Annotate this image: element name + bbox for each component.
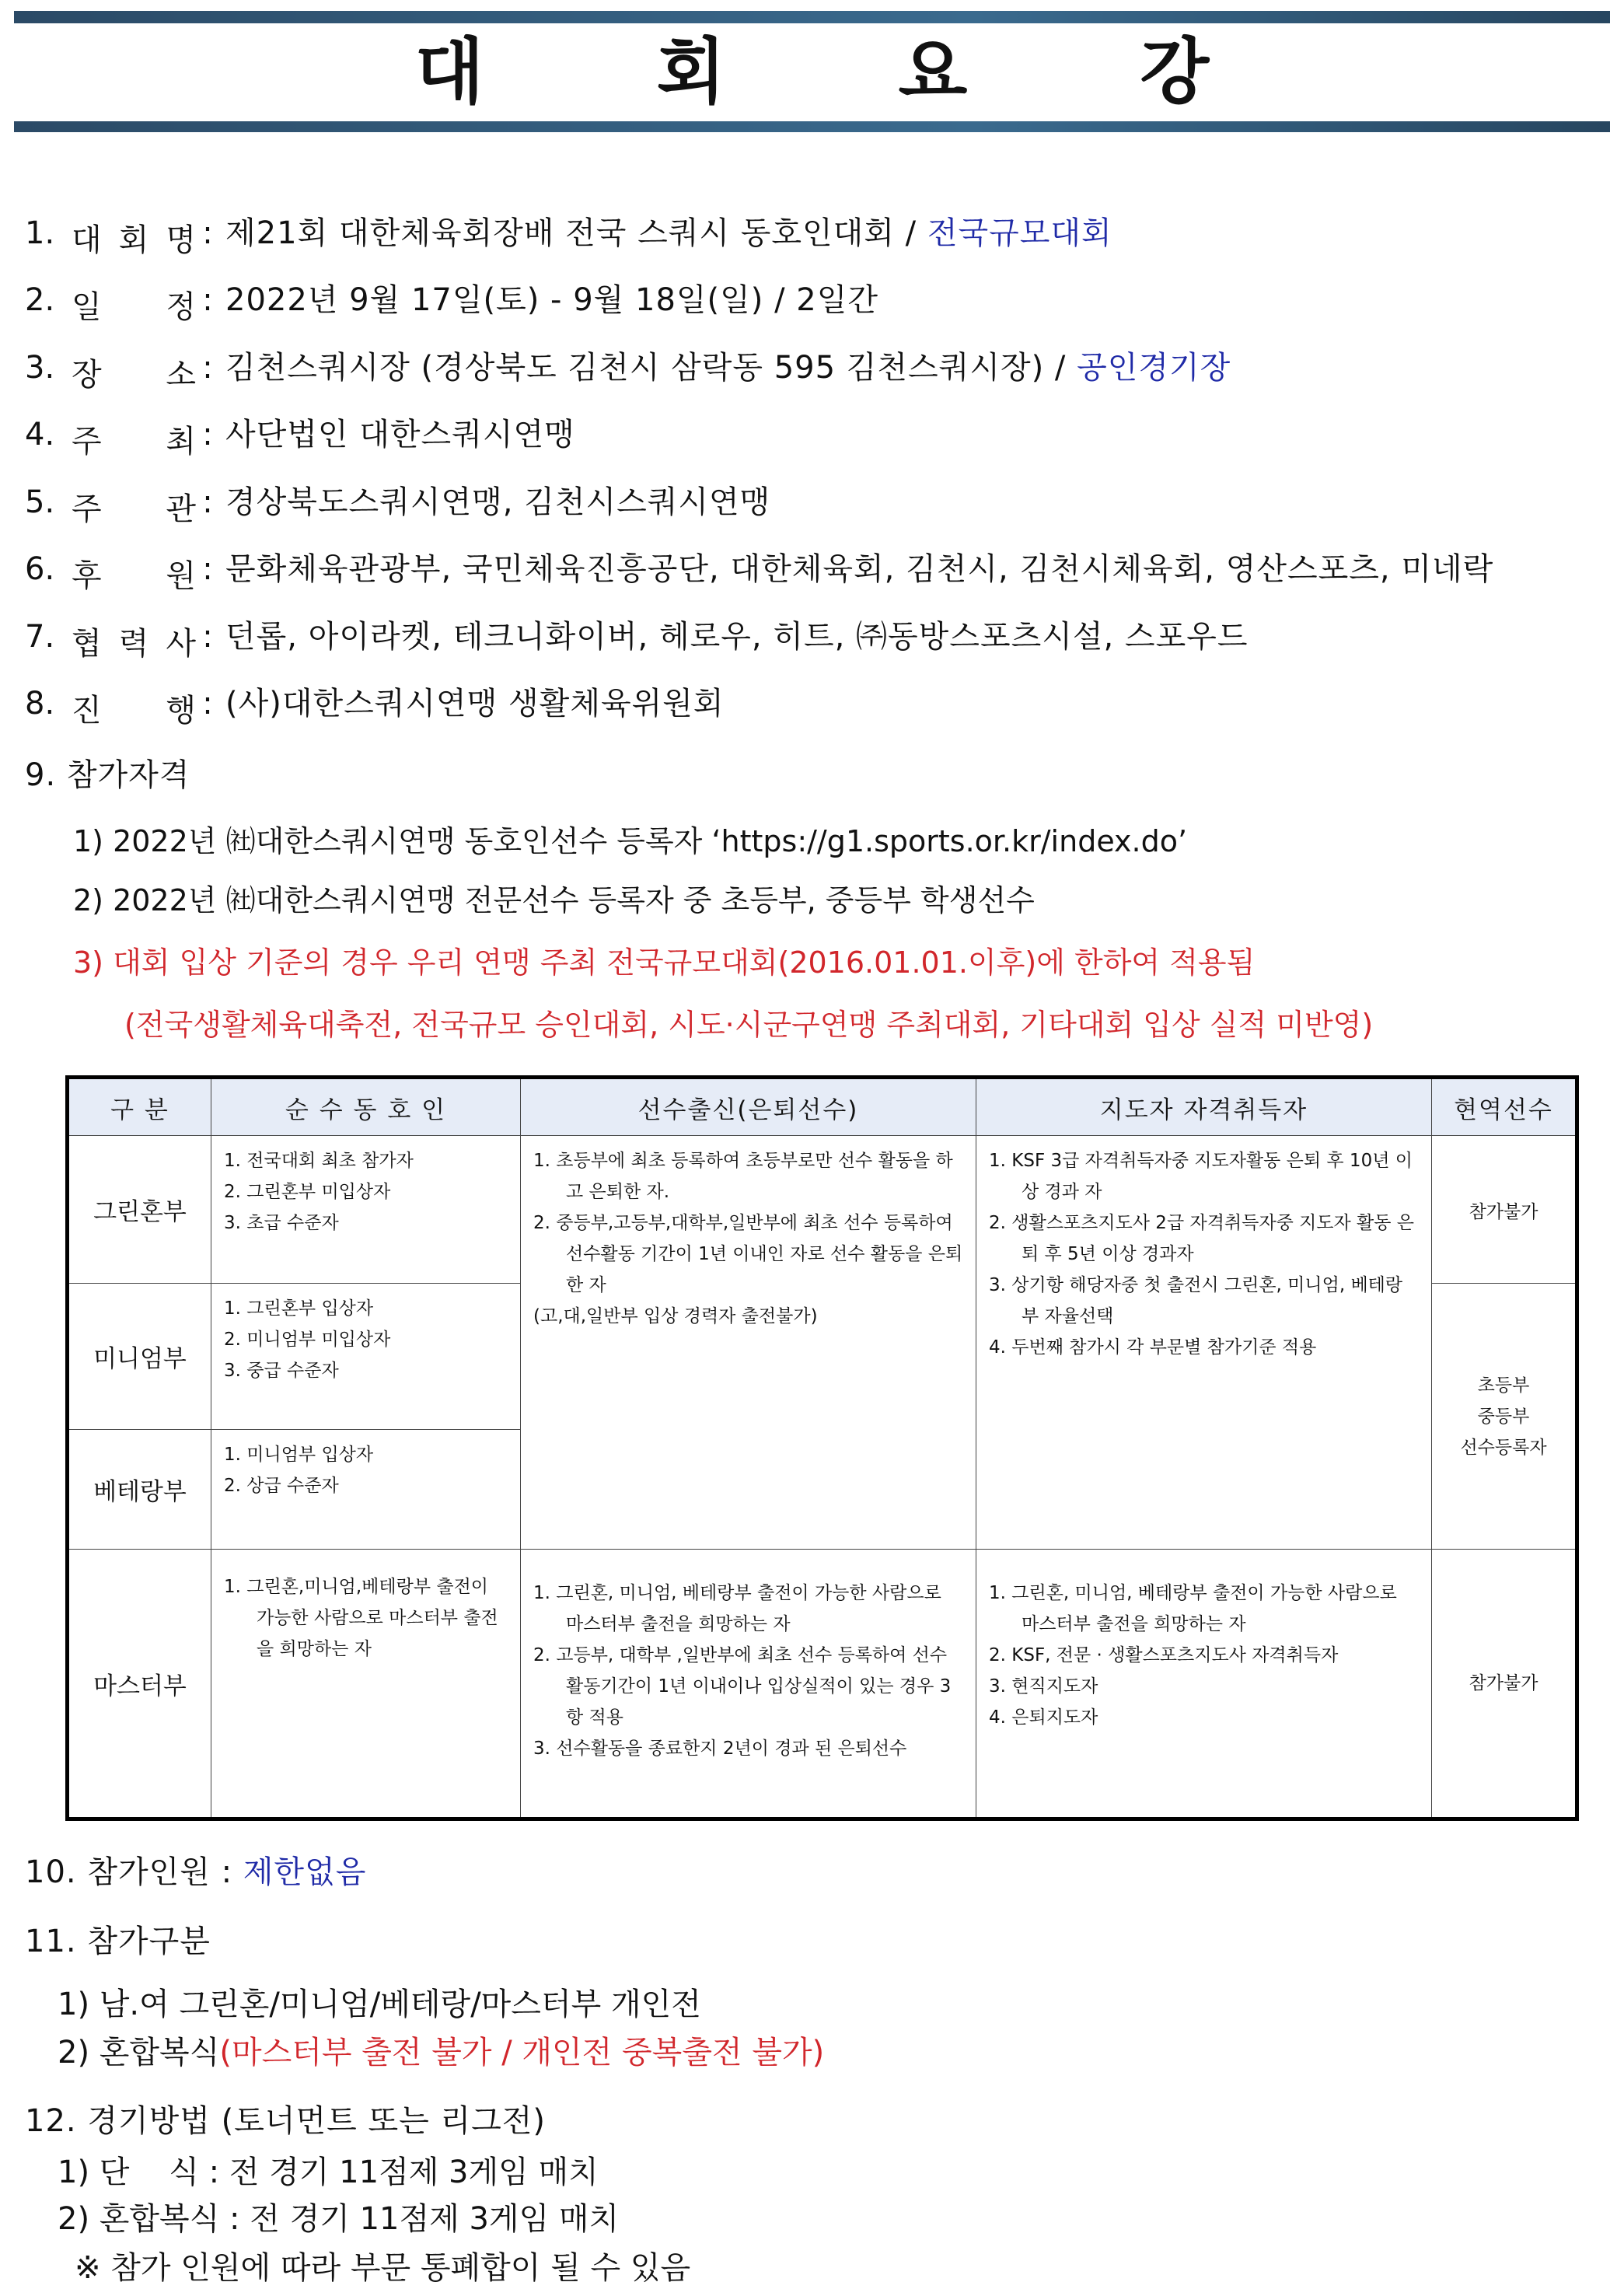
info-key [72, 350, 196, 394]
former-player-criteria [521, 1136, 976, 1550]
division-line-2-restriction: (마스터부 출전 불가 / 개인전 중복출전 불가) [219, 2035, 825, 2071]
info-key [72, 282, 196, 327]
qualification-line-3: 3) 대회 입상 기준의 경우 우리 연맹 주최 전국규모대회(2016.01.01.이후)에 한하여 적용됨 [73, 945, 1256, 980]
criteria-item: 2. 상급 수준자 [224, 1476, 339, 1496]
info-key-char: 회 [118, 222, 149, 258]
info-colon: : [202, 350, 213, 386]
row-label-minimum: 미니엄부 [68, 1284, 211, 1430]
criteria-item: 1. 그린혼부 입상자 [224, 1298, 374, 1319]
info-label [25, 484, 225, 529]
info-number: 2. [25, 282, 55, 318]
info-key-char: 주 [72, 424, 102, 460]
criteria-item: 2. KSF, 전문 · 생활스포츠지도사 자격취득자 [989, 1645, 1339, 1665]
info-label [25, 417, 225, 461]
header-division: 구 분 [68, 1078, 211, 1136]
info-colon: : [202, 686, 213, 722]
master-amateur-criteria [211, 1550, 521, 1819]
criteria-item: 2. 중등부,고등부,대학부,일반부에 최초 선수 등록하여 선수활동 기간이 1년 이내인 자로 선수 활동을 은퇴한 자 [533, 1213, 963, 1295]
info-label [25, 215, 225, 260]
info-key-char: 력 [118, 626, 149, 662]
info-key [72, 417, 196, 461]
participants-line [25, 1847, 366, 1892]
criteria-item: 3. 중급 수준자 [224, 1361, 339, 1381]
info-value: (사)대한스쿼시연맹 생활체육위원회 [225, 686, 725, 722]
info-number: 7. [25, 619, 55, 655]
method-note: ※ 참가 인원에 따라 부문 통폐합이 될 수 있음 [75, 2250, 691, 2286]
info-item [25, 612, 1249, 663]
criteria-item: 1. 그린혼, 미니엄, 베테랑부 출전이 가능한 사람으로 마스터부 출전을 희망하는 자 [533, 1583, 941, 1634]
active-group-elementary: 초등부 [1477, 1375, 1530, 1396]
info-key-char: 행 [166, 693, 196, 729]
veteran-amateur-criteria [211, 1430, 521, 1550]
criteria-item: 4. 은퇴지도자 [989, 1707, 1098, 1728]
info-item [25, 477, 770, 529]
info-key-char: 장 [72, 357, 102, 393]
info-key [72, 551, 196, 596]
row-label-greenhorn: 그린혼부 [68, 1136, 211, 1284]
info-colon: : [202, 417, 213, 453]
info-value: 던롭, 아이라켓, 테크니화이버, 헤로우, 히트, ㈜동방스포츠시설, 스포우드 [225, 619, 1249, 655]
division-line-2 [58, 2028, 824, 2072]
master-coach-criteria [976, 1550, 1432, 1819]
participants-heading: 10. 참가인원 : [25, 1854, 243, 1890]
criteria-item: 3. 선수활동을 종료한지 2년이 경과 된 은퇴선수 [533, 1739, 907, 1759]
criteria-item: 2. 생활스포츠지도사 2급 자격취득자중 지도자 활동 은퇴 후 5년 이상 경과자 [989, 1213, 1415, 1264]
info-key-char: 원 [166, 558, 196, 594]
qualification-line-1: 1) 2022년 ㈳대한스쿼시연맹 동호인선수 등록자 ‘https://g1.sports.or.kr/index.do’ [73, 824, 1188, 858]
info-number: 4. [25, 417, 55, 453]
master-active-status: 참가불가 [1432, 1550, 1577, 1819]
eligibility-table [65, 1075, 1579, 1821]
info-key-char: 정 [166, 289, 196, 325]
info-value: 김천스쿼시장 (경상북도 김천시 삼락동 595 김천스쿼시장) / [225, 350, 1077, 386]
method-line-1: 1) 단 식 : 전 경기 11점제 3게임 매치 [58, 2154, 599, 2190]
info-colon: : [202, 215, 213, 251]
info-key-char: 소 [166, 357, 196, 393]
info-label [25, 350, 225, 394]
header-active-player: 현역선수 [1432, 1078, 1577, 1136]
active-group-registered: 선수등록자 [1460, 1437, 1547, 1458]
info-key-char: 일 [72, 289, 102, 325]
row-label-master: 마스터부 [68, 1550, 211, 1819]
info-label [25, 619, 225, 663]
method-line-2: 2) 혼합복식 : 전 경기 11점제 3게임 매치 [58, 2201, 620, 2237]
criteria-item: 4. 두번째 참가시 각 부문별 참가기준 적용 [989, 1337, 1317, 1358]
criteria-item: 2. 그린혼부 미입상자 [224, 1182, 391, 1202]
info-key-char: 명 [166, 222, 196, 258]
qualification-line-4: (전국생활체육대축전, 전국규모 승인대회, 시도·시군구연맹 주최대회, 기타대회 입상 실적 미반영) [124, 1008, 1374, 1042]
info-key-char: 최 [166, 424, 196, 460]
info-key-char: 관 [166, 491, 196, 527]
info-number: 1. [25, 215, 55, 251]
info-item [25, 679, 725, 730]
info-colon: : [202, 282, 213, 318]
criteria-item: 3. 현직지도자 [989, 1676, 1098, 1697]
division-heading: 11. 참가구분 [25, 1924, 211, 1959]
info-value: 사단법인 대한스쿼시연맹 [225, 417, 575, 453]
info-label [25, 686, 225, 730]
method-heading: 12. 경기방법 (토너먼트 또는 리그전) [25, 2103, 547, 2139]
info-number: 6. [25, 551, 55, 587]
criteria-item: 1. 전국대회 최초 참가자 [224, 1151, 414, 1171]
criteria-item: 2. 미니엄부 미입상자 [224, 1330, 391, 1350]
info-key-char: 사 [166, 626, 196, 662]
criteria-item: 2. 고등부, 대학부 ,일반부에 최초 선수 등록하여 선수활동기간이 1년 이내이나 입상실적이 있는 경우 3항 적용 [533, 1645, 952, 1728]
minimum-amateur-criteria [211, 1284, 521, 1430]
division-line-2-prefix: 2) 혼합복식 [58, 2035, 220, 2071]
info-colon: : [202, 619, 213, 655]
info-highlight: 공인경기장 [1077, 350, 1231, 386]
qualification-heading: 9. 참가자격 [25, 757, 190, 793]
bottom-rule [14, 121, 1610, 132]
header-coach: 지도자 자격취득자 [976, 1078, 1432, 1136]
info-highlight: 전국규모대회 [927, 215, 1112, 251]
info-label [25, 551, 225, 596]
info-colon: : [202, 551, 213, 587]
participants-value: 제한없음 [243, 1854, 367, 1890]
info-item [25, 410, 575, 461]
master-former-criteria [521, 1550, 976, 1819]
info-key-char: 진 [72, 693, 102, 729]
info-value: 문화체육관광부, 국민체육진흥공단, 대한체육회, 김천시, 김천시체육회, 영산스포츠, 미네락 [225, 551, 1494, 587]
coach-criteria [976, 1136, 1432, 1550]
info-key [72, 215, 196, 260]
criteria-item: 1. 초등부에 최초 등록하여 초등부로만 선수 활동을 하고 은퇴한 자. [533, 1151, 953, 1202]
info-key [72, 484, 196, 529]
page-title: 대 회 요 강 [414, 30, 1283, 114]
header-amateur: 순 수 동 호 인 [211, 1078, 521, 1136]
active-eligible-groups [1432, 1284, 1577, 1550]
info-label [25, 282, 225, 327]
header-former-player: 선수출신(은퇴선수) [521, 1078, 976, 1136]
info-value: 제21회 대한체육회장배 전국 스쿼시 동호인대회 / [225, 215, 927, 251]
criteria-item: 1. 미니엄부 입상자 [224, 1445, 374, 1465]
criteria-item: 3. 상기항 해당자중 첫 출전시 그린혼, 미니엄, 베테랑부 자율선택 [989, 1275, 1403, 1326]
info-colon: : [202, 484, 213, 520]
info-key [72, 619, 196, 663]
criteria-item: 3. 초급 수준자 [224, 1213, 339, 1233]
info-value: 2022년 9월 17일(토) - 9월 18일(일) / 2일간 [225, 282, 879, 318]
info-key [72, 686, 196, 730]
info-item [25, 544, 1493, 596]
qualification-line-2: 2) 2022년 ㈳대한스쿼시연맹 전문선수 등록자 중 초등부, 중등부 학생선수 [73, 883, 1035, 917]
division-line-1: 1) 남.여 그린혼/미니엄/베테랑/마스터부 개인전 [58, 1987, 701, 2022]
info-number: 5. [25, 484, 55, 520]
criteria-item: 1. KSF 3급 자격취득자중 지도자활동 은퇴 후 10년 이상 경과 자 [989, 1151, 1413, 1202]
info-number: 8. [25, 686, 55, 722]
info-item [25, 208, 1112, 260]
greenhorn-amateur-criteria [211, 1136, 521, 1284]
info-item [25, 275, 878, 327]
info-key-char: 후 [72, 558, 102, 594]
greenhorn-active-status: 참가불가 [1432, 1136, 1577, 1284]
info-number: 3. [25, 350, 55, 386]
row-label-veteran: 베테랑부 [68, 1430, 211, 1550]
info-item [25, 343, 1231, 394]
info-value: 경상북도스쿼시연맹, 김천시스쿼시연맹 [225, 484, 771, 520]
active-group-middle: 중등부 [1477, 1406, 1530, 1427]
criteria-item: 1. 그린혼, 미니엄, 베테랑부 출전이 가능한 사람으로 마스터부 출전을 희망하는 자 [989, 1583, 1397, 1634]
info-key-char: 협 [72, 626, 102, 662]
criteria-item: (고,대,일반부 입상 경력자 출전불가) [533, 1306, 818, 1326]
info-key-char: 주 [72, 491, 102, 527]
top-rule [14, 11, 1610, 23]
criteria-item: 1. 그린혼,미니엄,베테랑부 출전이 가능한 사람으로 마스터부 출전을 희망하는 자 [224, 1577, 498, 1659]
info-key-char: 대 [72, 222, 102, 258]
